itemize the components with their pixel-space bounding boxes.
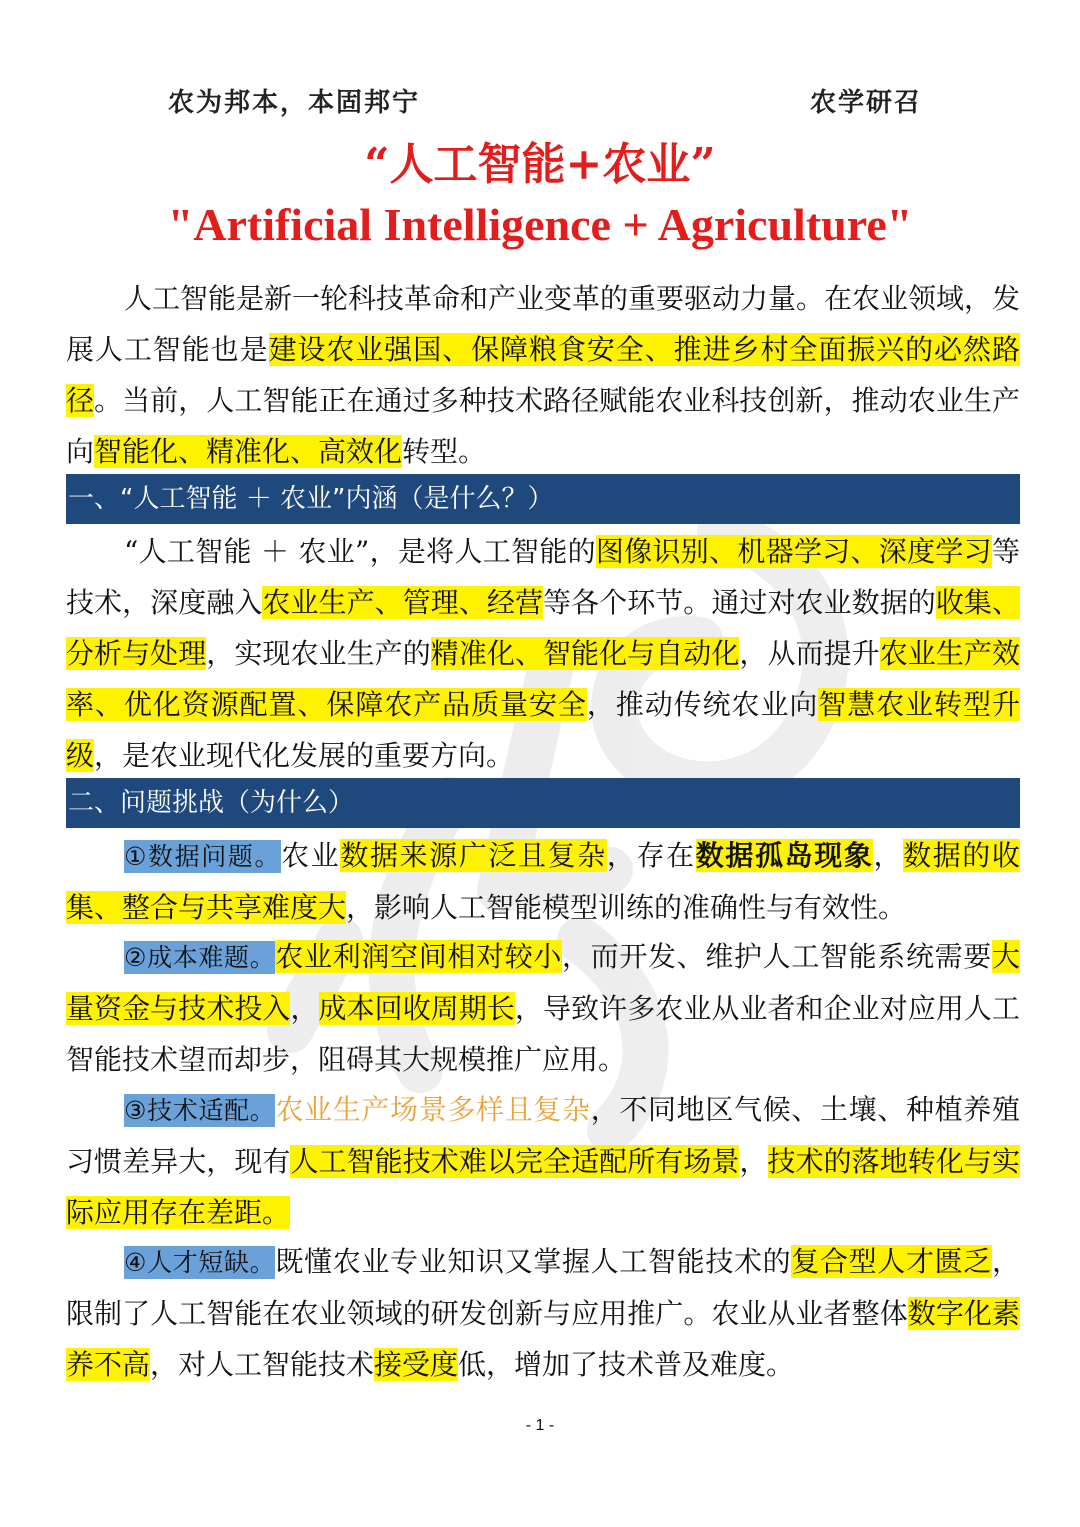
section1-paragraph: [66, 526, 1020, 781]
page-number: - 1 -: [525, 1417, 555, 1434]
text: 农业: [281, 839, 341, 872]
section-heading-1: 一、“人工智能 ＋ 农业”内涵（是什么？）: [66, 474, 1020, 524]
title-english: "Artificial Intelligence + Agriculture": [167, 199, 913, 250]
highlight: 建设农业强国、保障粮食安全、推进乡村全面振兴的必然路径: [66, 333, 1020, 417]
highlight: 图像识别、机器学习、深度学习: [595, 535, 992, 568]
text: ，推动传统农业向: [586, 688, 819, 721]
text: ，而开发、维护人工智能系统需要: [562, 940, 992, 973]
text: ，是农业现代化发展的重要方向。: [94, 739, 515, 772]
text: ，存在: [606, 839, 696, 872]
text: ，导致许多农业从业者和企业对应用人工智能技术望而却步，阻碍其大规模推广应用。: [66, 992, 1020, 1076]
highlight: 复合型人才匮乏: [791, 1245, 992, 1278]
text: ，影响人工智能模型训练的准确性与有效性。: [346, 891, 907, 924]
highlight: 数据来源广泛且复杂: [340, 839, 607, 872]
challenge-tag: ①数据问题。: [124, 842, 282, 871]
text: ，从而提升: [739, 637, 880, 670]
highlight: 收集、分析与处理: [66, 586, 1020, 670]
text: ，限制了人工智能在农业领域的研发创新与应用推广。农业从业者整体: [66, 1245, 1020, 1330]
highlight: 智能化、精准化、高效化: [94, 435, 403, 468]
text: “人工智能 ＋ 农业”，是将人工智能的: [124, 535, 596, 568]
highlight: 技术的落地转化与实际应用存在差距。: [66, 1145, 1020, 1229]
challenge-tag: ④人才短缺。: [124, 1248, 276, 1277]
highlight: 精准化、智能化与自动化: [430, 637, 740, 670]
text: ，: [290, 992, 319, 1025]
challenge-tag: ②成本难题。: [124, 943, 276, 972]
text: ，实现农业生产的: [206, 637, 431, 670]
challenge-tech-paragraph: [66, 1084, 1020, 1238]
highlight: 大量资金与技术投入: [66, 940, 1020, 1025]
section-heading-2: 二、问题挑战（为什么）: [66, 778, 1020, 828]
title-chinese: “人工智能+农业”: [364, 139, 716, 190]
text: 既懂农业专业知识又掌握人工智能技术的: [275, 1245, 792, 1278]
header-motto: 农为邦本，本固邦宁: [168, 88, 421, 118]
header-brand: 农学研召: [810, 88, 923, 118]
text: 转型。: [402, 435, 487, 468]
orange-text: 农业生产场景多样且复杂: [275, 1093, 591, 1126]
text: ，: [739, 1145, 768, 1178]
text: 人工智能是新一轮科技革命和产业变革的重要驱动力量。在农业领域，发展人工智能也是: [66, 282, 1021, 366]
highlight: 智慧农业转型升级: [66, 688, 1020, 772]
highlight: 人工智能技术难以完全适配所有场景: [290, 1145, 740, 1178]
challenge-data-paragraph: [66, 830, 1020, 933]
highlight: 接受度: [374, 1348, 459, 1381]
challenge-talent-paragraph: [66, 1236, 1020, 1390]
text: ，不同地区气候、土壤、种植养殖习惯差异大，现有: [66, 1093, 1020, 1178]
highlight: 农业生产效率、优化资源配置、保障农产品质量安全: [66, 637, 1020, 721]
challenge-tag: ③技术适配。: [124, 1096, 276, 1125]
highlight: 数据的收集、整合与共享难度大: [66, 839, 1020, 924]
highlight: 成本回收周期长: [318, 992, 515, 1025]
highlight: 农业生产、管理、经营: [262, 586, 544, 619]
highlight: 数字化素养不高: [66, 1297, 1020, 1381]
intro-paragraph: [66, 273, 1020, 477]
highlight-bold: 数据孤岛现象: [695, 839, 874, 872]
text: 等各个环节。通过对农业数据的: [543, 586, 936, 619]
challenge-cost-paragraph: [66, 931, 1020, 1085]
text: ，: [873, 839, 904, 872]
highlight: 农业利润空间相对较小: [275, 940, 563, 973]
text: ，对人工智能技术: [150, 1348, 375, 1381]
text: 低，增加了技术普及难度。: [458, 1348, 795, 1381]
text: 等技术，深度融入: [66, 535, 1020, 619]
text: 。当前，人工智能正在通过多种技术路径赋能农业科技创新，推动农业生产向: [66, 384, 1020, 468]
